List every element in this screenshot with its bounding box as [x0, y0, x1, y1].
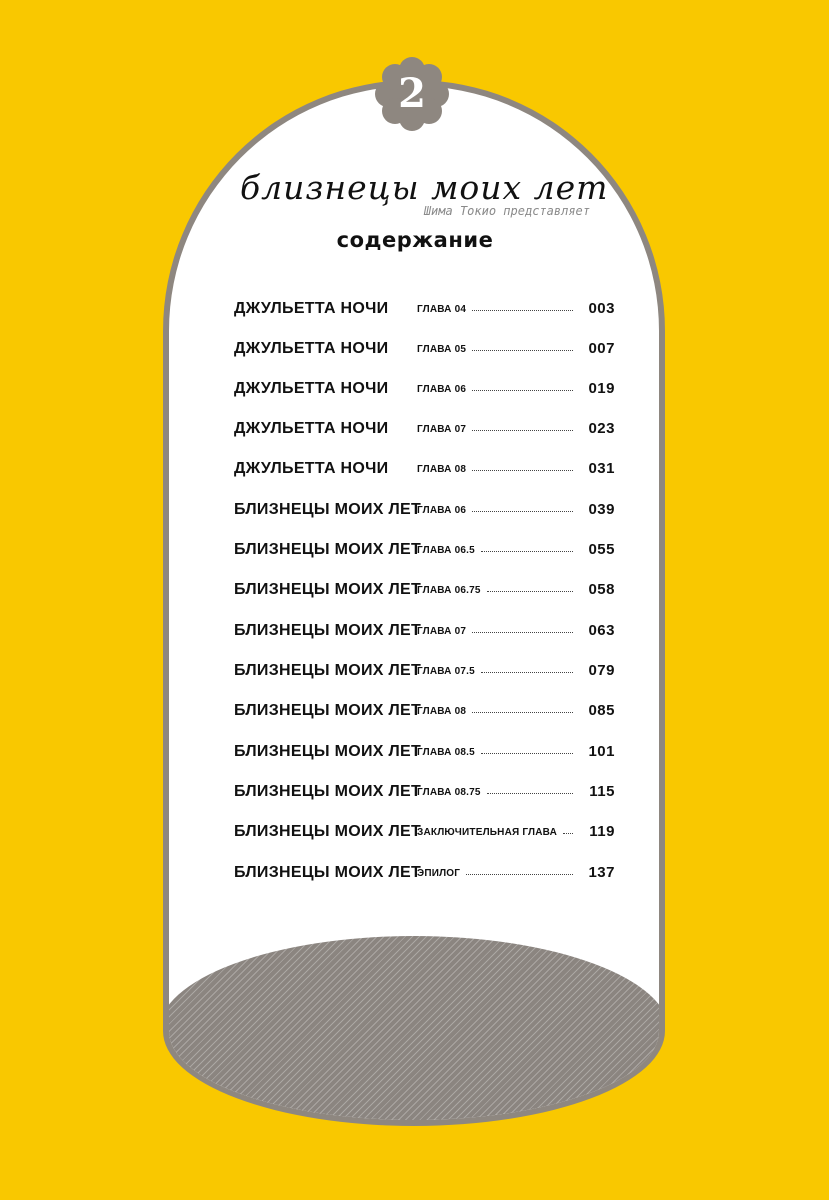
dot-leader	[472, 430, 573, 431]
toc-entry	[234, 619, 615, 643]
toc-entry-page: 115	[589, 783, 615, 800]
toc-entry-chapter: ГЛАВА 06.75	[417, 584, 481, 596]
dot-leader	[481, 672, 573, 673]
toc-entry-chapter: ГЛАВА 08	[417, 463, 467, 475]
toc-entry	[234, 297, 615, 321]
toc-entry-title: ДЖУЛЬЕТТА НОЧИ	[234, 300, 389, 317]
toc-entry-page: 063	[588, 622, 615, 639]
dot-leader	[472, 310, 573, 311]
presenter-line: Шима Токио представляет	[423, 204, 590, 218]
dot-leader	[563, 833, 573, 834]
toc-entry	[234, 861, 615, 885]
toc-entry-title: ДЖУЛЬЕТТА НОЧИ	[234, 380, 389, 397]
dot-leader	[472, 470, 573, 471]
toc-entry	[234, 780, 615, 804]
toc-entry	[234, 377, 615, 401]
toc-entry-page: 007	[588, 340, 615, 357]
toc-entry-chapter: ГЛАВА 07	[417, 423, 467, 435]
dot-leader	[472, 632, 573, 633]
toc-entry-page: 019	[588, 380, 615, 397]
toc-entry-title: БЛИЗНЕЦЫ МОИХ ЛЕТ	[234, 702, 422, 719]
dot-leader	[472, 712, 573, 713]
series-title: близнецы моих лет	[240, 168, 609, 207]
toc-entry-title: БЛИЗНЕЦЫ МОИХ ЛЕТ	[234, 864, 422, 881]
dot-leader	[487, 591, 573, 592]
dot-leader	[487, 793, 573, 794]
toc-entry-page: 101	[588, 743, 615, 760]
dot-leader	[481, 551, 573, 552]
toc-entry-chapter: ГЛАВА 08.5	[417, 746, 475, 758]
toc-entry-page: 003	[588, 300, 615, 317]
toc-entry-chapter: ГЛАВА 08	[417, 705, 467, 717]
toc-entry-title: БЛИЗНЕЦЫ МОИХ ЛЕТ	[234, 743, 422, 760]
toc-entry	[234, 578, 615, 602]
volume-badge	[374, 56, 450, 132]
toc-entry-title: БЛИЗНЕЦЫ МОИХ ЛЕТ	[234, 541, 422, 558]
toc-entry-chapter: ГЛАВА 04	[417, 303, 467, 315]
dot-leader	[481, 753, 573, 754]
toc-entry-chapter: ГЛАВА 08.75	[417, 786, 481, 798]
toc-entry-title: БЛИЗНЕЦЫ МОИХ ЛЕТ	[234, 783, 422, 800]
toc-entry-page: 031	[588, 460, 615, 477]
toc-entry	[234, 699, 615, 723]
toc-entry	[234, 820, 615, 844]
toc-entry-title: ДЖУЛЬЕТТА НОЧИ	[234, 340, 389, 357]
toc-entry-page: 023	[588, 420, 615, 437]
toc-entry-title: БЛИЗНЕЦЫ МОИХ ЛЕТ	[234, 823, 422, 840]
toc-entry-page: 055	[588, 541, 615, 558]
toc-entry	[234, 498, 615, 522]
toc-entry-title: БЛИЗНЕЦЫ МОИХ ЛЕТ	[234, 501, 422, 518]
toc-entry-title: БЛИЗНЕЦЫ МОИХ ЛЕТ	[234, 622, 422, 639]
toc-entry-title: ДЖУЛЬЕТТА НОЧИ	[234, 420, 389, 437]
dot-leader	[466, 874, 573, 875]
bell-jar-base	[163, 936, 665, 1126]
toc-entry-title: ДЖУЛЬЕТТА НОЧИ	[234, 460, 389, 477]
toc-entry-page: 137	[588, 864, 615, 881]
toc-entry-chapter: ГЛАВА 06	[417, 504, 467, 516]
toc-entry	[234, 740, 615, 764]
toc-entry-page: 039	[588, 501, 615, 518]
toc-entry-chapter: ГЛАВА 05	[417, 343, 467, 355]
toc-entry-page: 058	[588, 581, 615, 598]
dot-leader	[472, 511, 573, 512]
toc-entry-chapter: ГЛАВА 07.5	[417, 665, 475, 677]
toc-entry-page: 079	[588, 662, 615, 679]
toc-entry-title: БЛИЗНЕЦЫ МОИХ ЛЕТ	[234, 662, 422, 679]
dot-leader	[472, 350, 573, 351]
toc-entry-chapter: ЭПИЛОГ	[417, 867, 461, 879]
volume-number: 2	[398, 70, 426, 117]
toc-entry	[234, 538, 615, 562]
toc-entry-chapter: ГЛАВА 06	[417, 383, 467, 395]
toc-entry	[234, 659, 615, 683]
toc-entry-page: 085	[588, 702, 615, 719]
toc-entry-chapter: ГЛАВА 06.5	[417, 544, 475, 556]
toc-entry	[234, 417, 615, 441]
toc-entry-chapter: ГЛАВА 07	[417, 625, 467, 637]
toc-entry	[234, 337, 615, 361]
toc-entry	[234, 457, 615, 481]
toc-entry-page: 119	[589, 823, 615, 840]
toc-heading: содержание	[336, 228, 494, 252]
dot-leader	[472, 390, 573, 391]
toc-entry-chapter: ЗАКЛЮЧИТЕЛЬНАЯ ГЛАВА	[417, 826, 557, 838]
toc-entry-title: БЛИЗНЕЦЫ МОИХ ЛЕТ	[234, 581, 422, 598]
